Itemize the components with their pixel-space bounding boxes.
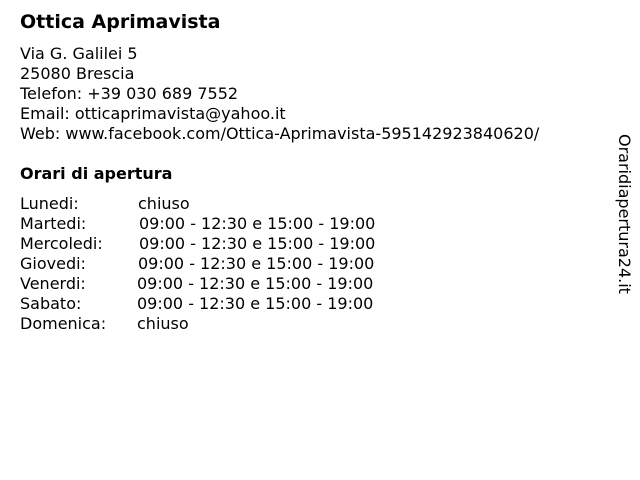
- hours-value: chiuso: [138, 194, 190, 213]
- day-label: Mercoledi:: [20, 234, 103, 253]
- day-label: Martedi:: [20, 214, 87, 233]
- day-label: Lunedi:: [20, 194, 79, 213]
- hours-row-sabato: [20, 294, 440, 314]
- hours-value: 09:00 - 12:30 e 15:00 - 19:00: [138, 254, 375, 273]
- address-city: 25080 Brescia: [20, 64, 135, 83]
- hours-row-mercoledi: [20, 234, 440, 254]
- opening-hours-title: Orari di apertura: [20, 164, 173, 183]
- hours-value: 09:00 - 12:30 e 15:00 - 19:00: [139, 234, 376, 253]
- hours-value: chiuso: [137, 314, 189, 333]
- opening-hours-table: [20, 194, 440, 334]
- contact-info: [20, 44, 539, 144]
- day-label: Venerdi:: [20, 274, 86, 293]
- email-line: Email: otticaprimavista@yahoo.it: [20, 104, 286, 123]
- web-line: Web: www.facebook.com/Ottica-Aprimavista-595142923840620/: [20, 124, 540, 143]
- hours-row-martedi: [20, 214, 440, 234]
- business-name: Ottica Aprimavista: [20, 11, 221, 33]
- day-label: Sabato:: [20, 294, 82, 313]
- hours-row-giovedi: [20, 254, 440, 274]
- hours-value: 09:00 - 12:30 e 15:00 - 19:00: [139, 214, 376, 233]
- hours-value: 09:00 - 12:30 e 15:00 - 19:00: [137, 274, 374, 293]
- day-label: Giovedi:: [20, 254, 86, 273]
- hours-row-domenica: [20, 314, 440, 334]
- hours-row-lunedi: [20, 194, 440, 214]
- phone-line: Telefon: +39 030 689 7552: [20, 84, 239, 103]
- address-street: Via G. Galilei 5: [20, 44, 138, 63]
- day-label: Domenica:: [20, 314, 107, 333]
- site-watermark: Oraridiapertura24.it: [615, 134, 634, 294]
- hours-row-venerdi: [20, 274, 440, 294]
- hours-value: 09:00 - 12:30 e 15:00 - 19:00: [137, 294, 374, 313]
